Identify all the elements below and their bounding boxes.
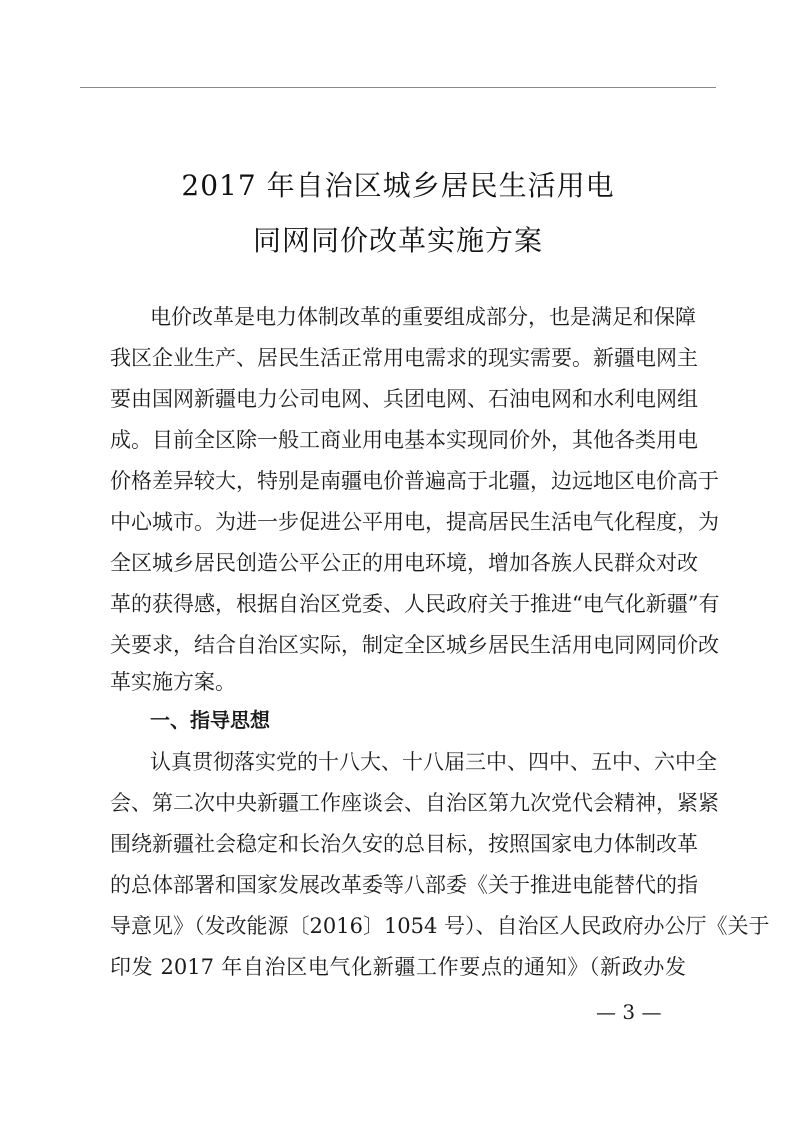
paragraph-line: 我区企业生产、居民生活正常用电需求的现实需要。新疆电网主 — [110, 346, 698, 370]
document-title-line-2: 同网同价改革实施方案 — [252, 224, 543, 257]
paragraph-line: 中心城市。为进一步促进公平用电，提高居民生活电气化程度，为 — [110, 510, 719, 534]
paragraph-line: 要由国网新疆电力公司电网、兵团电网、石油电网和水利电网组 — [110, 387, 698, 411]
paragraph-line: 会、第二次中央新疆工作座谈会、自治区第九次党代会精神，紧紧 — [110, 791, 719, 815]
paragraph-line: 认真贯彻落实党的十八大、十八届三中、四中、五中、六中全 — [150, 750, 717, 774]
paragraph-line: 成。目前全区除一般工商业用电基本实现同价外，其他各类用电 — [110, 428, 698, 452]
paragraph-line: 导意见》（发改能源〔2016〕1054 号）、自治区人民政府办公厅《关于 — [110, 914, 770, 938]
paragraph-line: 印发 2017 年自治区电气化新疆工作要点的通知》（新政办发 — [110, 955, 686, 979]
paragraph-line: 的总体部署和国家发展改革委等八部委《关于推进电能替代的指 — [110, 873, 698, 897]
paragraph-line: 电价改革是电力体制改革的重要组成部分，也是满足和保障 — [150, 305, 696, 329]
paragraph-line: 价格差异较大，特别是南疆电价普遍高于北疆，边远地区电价高于 — [110, 469, 719, 493]
section-heading: 一、指导思想 — [150, 708, 270, 732]
document-title-line-1: 2017 年自治区城乡居民生活用电 — [181, 169, 615, 202]
header-rule — [80, 87, 716, 88]
page-number: — 3 — — [596, 1000, 662, 1024]
paragraph-line: 关要求，结合自治区实际，制定全区城乡居民生活用电同网同价改 — [110, 633, 719, 657]
paragraph-line: 革的获得感，根据自治区党委、人民政府关于推进“电气化新疆”有 — [110, 592, 720, 616]
paragraph-line: 全区城乡居民创造公平公正的用电环境，增加各族人民群众对改 — [110, 551, 698, 575]
paragraph-line: 围绕新疆社会稳定和长治久安的总目标，按照国家电力体制改革 — [110, 832, 698, 856]
paragraph-line: 革实施方案。 — [110, 670, 236, 694]
